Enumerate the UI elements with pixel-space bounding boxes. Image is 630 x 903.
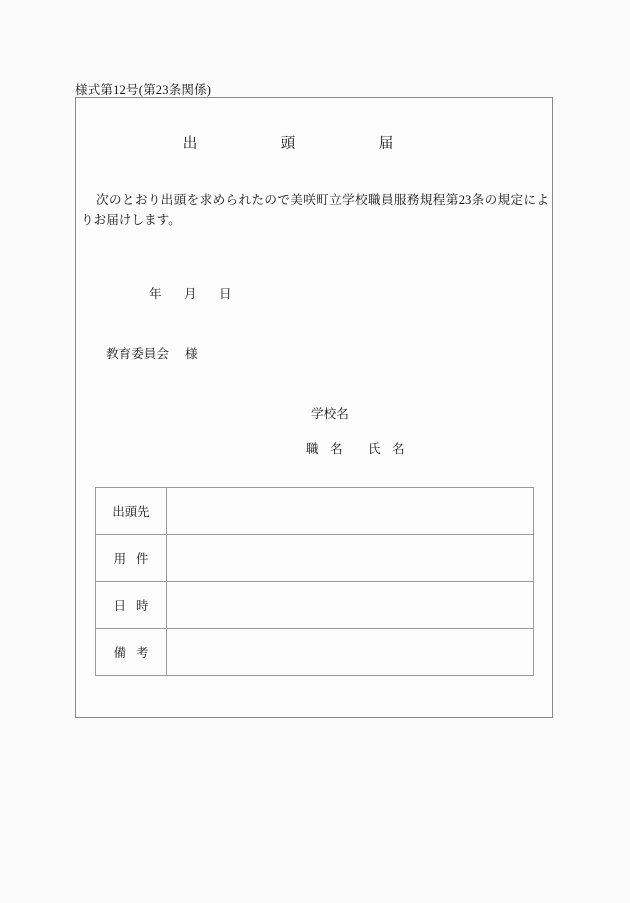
label-char: 考 xyxy=(136,646,149,660)
form-number-label: 様式第12号(第23条関係) xyxy=(75,83,212,97)
row-value-datetime[interactable] xyxy=(167,582,534,629)
label-char: 備 xyxy=(113,646,126,660)
label-text xyxy=(114,599,149,613)
label-char: 用 xyxy=(113,552,126,566)
month-label: 月 xyxy=(184,287,197,301)
body-paragraph: 次のとおり出頭を求められたので美咲町立学校職員服務規程第23条の規定によりお届けします。 xyxy=(81,193,549,228)
table-row xyxy=(96,535,534,582)
form-frame xyxy=(75,97,553,718)
table-row xyxy=(96,488,534,535)
label-text: 出頭先 xyxy=(112,505,150,519)
label-text xyxy=(114,552,149,566)
label-text xyxy=(114,646,149,660)
position-char-1: 職 xyxy=(306,442,319,456)
year-label: 年 xyxy=(149,287,162,301)
position-char-2: 名 xyxy=(330,442,343,456)
addressee-line xyxy=(106,343,198,362)
row-label-datetime xyxy=(96,582,167,629)
name-char-1: 氏 xyxy=(368,442,381,456)
title-char-2: 頭 xyxy=(280,136,296,152)
addressee-organization: 教育委員会 xyxy=(106,347,169,361)
row-value-destination[interactable] xyxy=(167,488,534,535)
title-char-3: 届 xyxy=(378,136,394,152)
addressee-honorific: 様 xyxy=(184,347,198,361)
label-char: 件 xyxy=(136,552,149,566)
name-char-2: 名 xyxy=(392,442,405,456)
label-char: 日 xyxy=(113,599,126,613)
row-label-business xyxy=(96,535,167,582)
school-name-label: 学校名 xyxy=(311,407,349,421)
position-and-name-label xyxy=(306,438,416,457)
title-char-1: 出 xyxy=(182,136,198,152)
day-label: 日 xyxy=(219,287,232,301)
table-row xyxy=(96,582,534,629)
row-label-remarks xyxy=(96,629,167,676)
table-row xyxy=(96,629,534,676)
label-char: 時 xyxy=(136,599,149,613)
form-table xyxy=(95,487,534,676)
signature-block xyxy=(306,403,416,457)
row-label-destination xyxy=(96,488,167,535)
date-line xyxy=(149,283,254,302)
row-value-business[interactable] xyxy=(167,535,534,582)
page-title xyxy=(76,132,552,153)
row-value-remarks[interactable] xyxy=(167,629,534,676)
